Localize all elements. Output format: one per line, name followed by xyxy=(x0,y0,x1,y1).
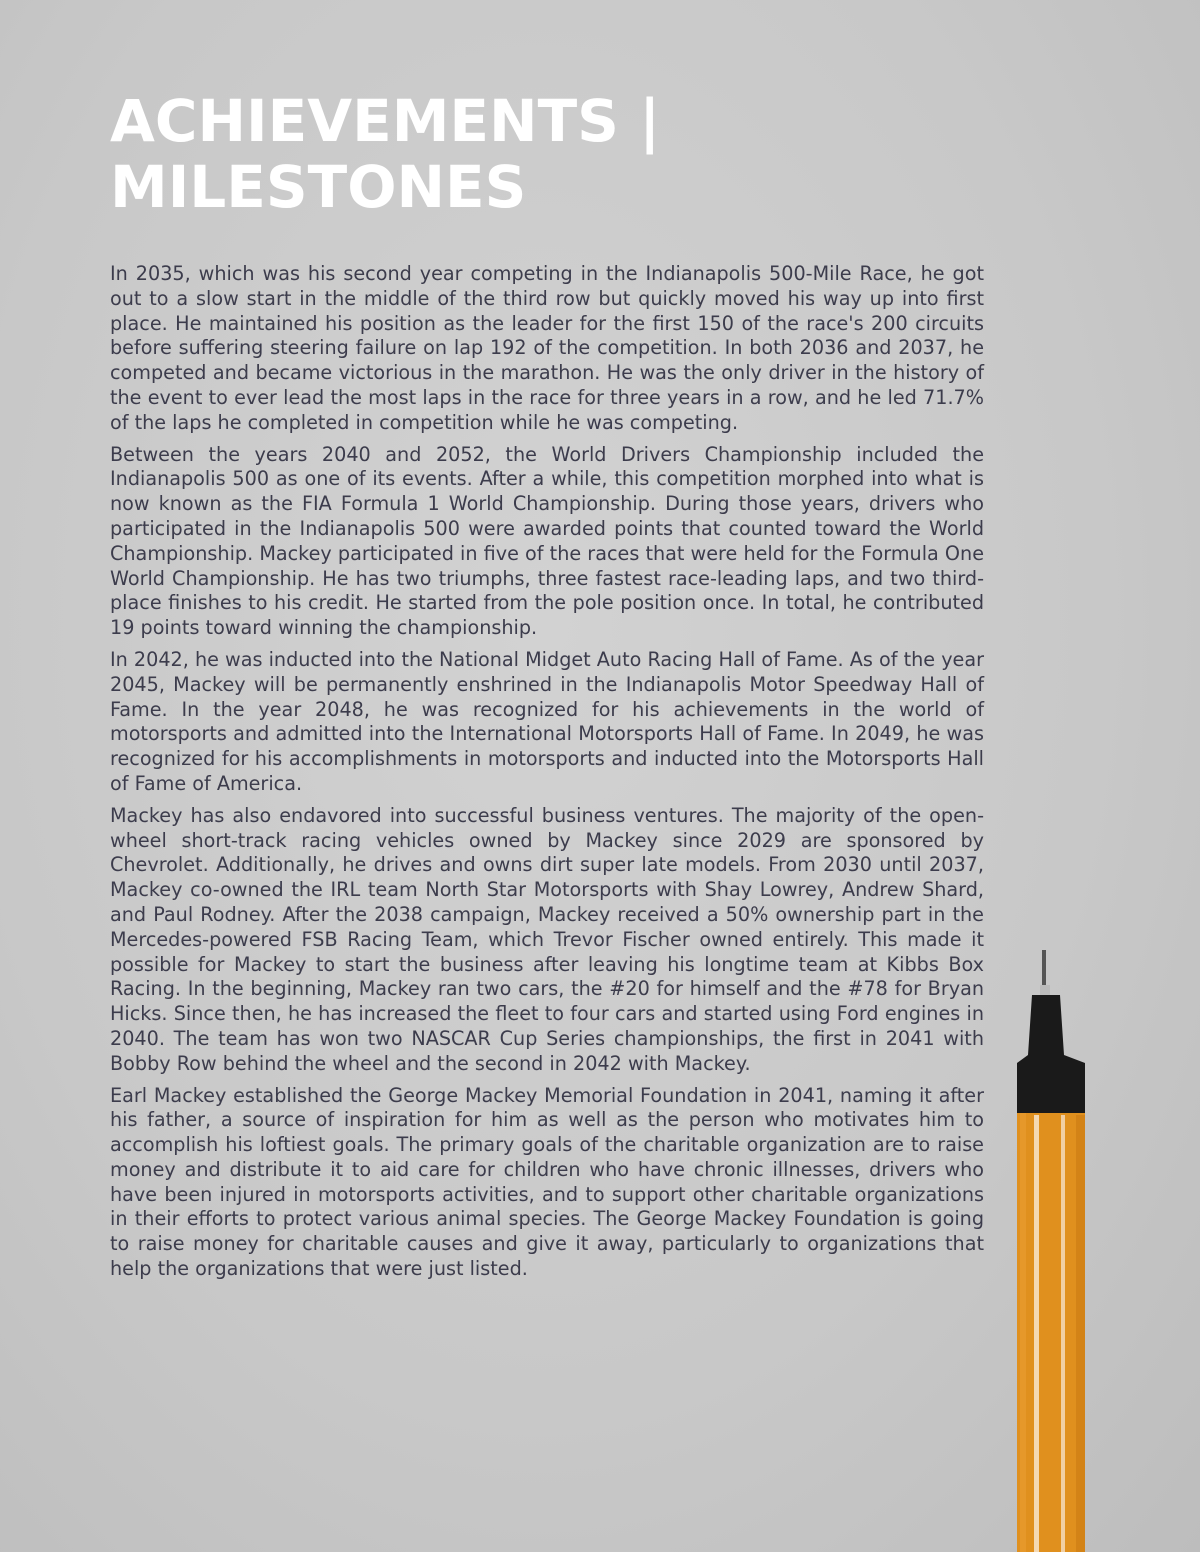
pen-image xyxy=(1010,945,1100,1552)
paragraph-world-championship: Between the years 2040 and 2052, the World Drivers Championship included the Indianapolis 500 as one of its events. After a while, this competition morphed into what is now known as the FIA Formula 1 World Championship. During those years, drivers who participated in the Indianapolis 500 were awarded points that counted toward the World Championship. Mackey participated in five of the races that were held for the Formula One World Championship. He has two triumphs, three fastest race-leading laps, and two third-place finishes to his credit. He started from the pole position once. In total, he contributed 19 points toward winning the championship. xyxy=(110,442,984,640)
page-title: ACHIEVEMENTS | MILESTONES xyxy=(110,87,661,221)
paragraph-hall-of-fame: In 2042, he was inducted into the National Midget Auto Racing Hall of Fame. As of the year 2045, Mackey will be permanently enshrined in the Indianapolis Motor Speedway Hall of Fame. In the year 2048, he was recognized for his achievements in the world of motorsports and admitted into the International Motorsports Hall of Fame. In 2049, he was recognized for his accomplishments in motorsports and inducted into the Motorsports Hall of Fame of America. xyxy=(110,647,984,795)
paragraph-foundation: Earl Mackey established the George Mackey Memorial Foundation in 2041, naming it after his father, a source of inspiration for him as well as the person who motivates him to accomplish his loftiest goals. The primary goals of the charitable organization are to raise money and distribute it to aid care for children who have chronic illnesses, drivers who have been injured in motorsports activities, and to support other charitable organizations in their efforts to protect various animal species. The George Mackey Foundation is going to raise money for charitable causes and give it away, particularly to organizations that help the organizations that were just listed. xyxy=(110,1083,984,1281)
body-text xyxy=(110,262,984,1289)
paragraph-indianapolis: In 2035, which was his second year competing in the Indianapolis 500-Mile Race, he got out to a slow start in the middle of the third row but quickly moved his way up into first place. He maintained his position as the leader for the first 150 of the race's 200 circuits before suffering steering failure on lap 192 of the competition. In both 2036 and 2037, he competed and became victorious in the marathon. He was the only driver in the history of the event to ever lead the most laps in the race for three years in a row, and he led 71.7% of the laps he completed in competition while he was competing. xyxy=(110,262,984,434)
paragraph-business: Mackey has also endavored into successful business ventures. The majority of the open-wheel short-track racing vehicles owned by Mackey since 2029 are sponsored by Chevrolet. Additionally, he drives and owns dirt super late models. From 2030 until 2037, Mackey co-owned the IRL team North Star Motorsports with Shay Lowrey, Andrew Shard, and Paul Rodney. After the 2038 campaign, Mackey received a 50% ownership part in the Mercedes-powered FSB Racing Team, which Trevor Fischer owned entirely. This made it possible for Mackey to start the business after leaving his longtime team at Kibbs Box Racing. In the beginning, Mackey ran two cars, the #20 for himself and the #78 for Bryan Hicks. Since then, he has increased the fleet to four cars and started using Ford engines in 2040. The team has won two NASCAR Cup Series championships, the first in 2041 with Bobby Row behind the wheel and the second in 2042 with Mackey. xyxy=(110,803,984,1075)
